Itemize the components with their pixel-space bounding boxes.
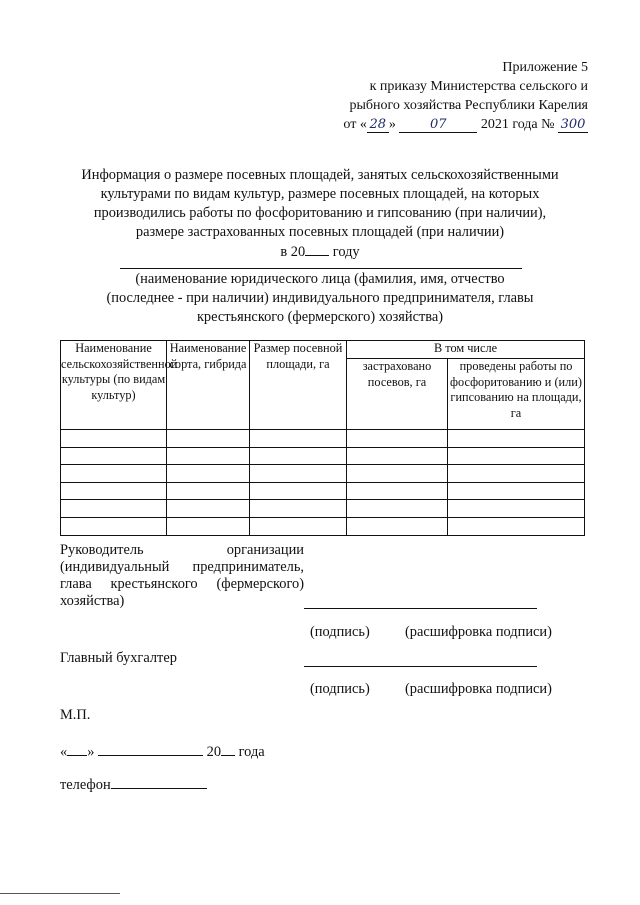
- col-header-group: В том числе: [347, 341, 585, 359]
- accountant-decode-caption: (расшифровка подписи): [405, 681, 552, 697]
- accountant-label: Главный бухгалтер: [60, 650, 177, 666]
- accountant-signature-caption: (подпись): [310, 681, 370, 697]
- entity-line-2: (последнее - при наличии) индивидуального предпринимателя, главы: [106, 290, 534, 306]
- table-cell[interactable]: [347, 482, 448, 500]
- footnote-divider: [0, 893, 120, 894]
- table-cell[interactable]: [61, 465, 167, 483]
- date-quote-open: «: [60, 744, 68, 760]
- phone-row: [60, 775, 207, 794]
- head-decode-caption: (расшифровка подписи): [405, 624, 552, 640]
- table-cell[interactable]: [167, 482, 250, 500]
- table-cell[interactable]: [347, 517, 448, 535]
- year-suffix: году: [332, 244, 360, 260]
- table-cell[interactable]: [167, 447, 250, 465]
- quote-open: «: [359, 117, 367, 132]
- table-cell[interactable]: [250, 500, 347, 518]
- table-cell[interactable]: [167, 430, 250, 448]
- table-row: [61, 447, 585, 465]
- phone-blank[interactable]: [111, 775, 207, 789]
- order-year: 2021 года: [480, 117, 538, 132]
- date-year-blank[interactable]: [221, 742, 235, 756]
- table-cell[interactable]: [347, 447, 448, 465]
- table-cell[interactable]: [448, 447, 585, 465]
- table-cell[interactable]: [250, 430, 347, 448]
- table-cell[interactable]: [250, 517, 347, 535]
- table-row: [61, 482, 585, 500]
- head-label-line-3: глава крестьянского (фермерского): [60, 576, 304, 592]
- table-cell[interactable]: [250, 447, 347, 465]
- col-header-variety: Наименование сорта, гибрида: [167, 341, 250, 430]
- entity-line-3: крестьянского (фермерского) хозяйства): [196, 309, 444, 325]
- table-cell[interactable]: [61, 482, 167, 500]
- table-cell[interactable]: [250, 482, 347, 500]
- order-date-line: [298, 115, 588, 134]
- entity-name-field[interactable]: [120, 268, 522, 269]
- table-cell[interactable]: [61, 500, 167, 518]
- entity-line-1: (наименование юридического лица (фамилия, имя, отчество: [135, 271, 505, 287]
- table-row: [61, 500, 585, 518]
- quote-close: »: [388, 117, 396, 132]
- appendix-header: [298, 58, 588, 134]
- title-year-line: [60, 242, 580, 262]
- table-row: [61, 465, 585, 483]
- col-header-works: проведены работы по фосфоритованию и (или) гипсованию на площади, га: [448, 359, 585, 430]
- title-line-3: производились работы по фосфоритованию и гипсованию (при наличии),: [93, 205, 547, 221]
- appendix-line-1: Приложение 5: [502, 60, 588, 75]
- order-number-sign: №: [541, 117, 555, 132]
- date-suffix: года: [238, 744, 265, 760]
- seal-label: М.П.: [60, 707, 91, 723]
- table-row: [61, 430, 585, 448]
- entity-caption: [60, 270, 580, 327]
- table-cell[interactable]: [167, 500, 250, 518]
- table-cell[interactable]: [347, 430, 448, 448]
- appendix-line-3: рыбного хозяйства Республики Карелия: [349, 98, 588, 113]
- table-cell[interactable]: [448, 482, 585, 500]
- head-word-2: организации: [226, 542, 304, 558]
- phone-label: телефон: [60, 777, 111, 793]
- table-row: [61, 517, 585, 535]
- table-cell[interactable]: [347, 465, 448, 483]
- appendix-line-2: к приказу Министерства сельского и: [369, 79, 588, 94]
- accountant-signature-line[interactable]: [304, 666, 537, 667]
- table-cell[interactable]: [61, 447, 167, 465]
- head-label-line-1: [60, 542, 304, 559]
- head-label-line-2: (индивидуальный предприниматель,: [60, 559, 304, 575]
- order-day: 28: [367, 118, 389, 133]
- title-line-2: культурами по видам культур, размере посевных площадей, на которых: [100, 186, 540, 202]
- col-header-insured: застраховано посевов, га: [347, 359, 448, 430]
- date-year: 20: [206, 744, 222, 760]
- col-header-area: Размер посевной площади, га: [250, 341, 347, 430]
- table-cell[interactable]: [250, 465, 347, 483]
- date-month-blank[interactable]: [98, 742, 203, 756]
- table-cell[interactable]: [448, 465, 585, 483]
- signing-date: [60, 742, 265, 761]
- year-prefix: в 20: [280, 244, 306, 260]
- table-cell[interactable]: [448, 500, 585, 518]
- order-from: от: [343, 117, 357, 132]
- table-cell[interactable]: [61, 517, 167, 535]
- crops-table: [60, 340, 585, 536]
- date-quote-close: »: [87, 744, 95, 760]
- table-cell[interactable]: [347, 500, 448, 518]
- table-cell[interactable]: [448, 430, 585, 448]
- head-word-1: Руководитель: [60, 542, 144, 558]
- table-cell[interactable]: [61, 430, 167, 448]
- title-line-1: Информация о размере посевных площадей, занятых сельскохозяйственными: [81, 167, 559, 183]
- head-signature-line[interactable]: [304, 608, 537, 609]
- title-line-4: размере застрахованных посевных площадей (при наличии): [135, 224, 505, 240]
- col-header-crop: Наименование сельскохозяйственной культуры (по видам культур): [61, 341, 167, 430]
- head-signature-caption: (подпись): [310, 624, 370, 640]
- table-cell[interactable]: [167, 465, 250, 483]
- year-blank[interactable]: [305, 242, 329, 256]
- order-month: 07: [399, 118, 477, 133]
- table-cell[interactable]: [167, 517, 250, 535]
- order-number: 300: [558, 118, 588, 133]
- document-title: [60, 166, 580, 262]
- head-label-line-4: хозяйства): [60, 593, 125, 609]
- date-day-blank[interactable]: [67, 742, 87, 756]
- head-signature-label: [60, 542, 304, 610]
- table-cell[interactable]: [448, 517, 585, 535]
